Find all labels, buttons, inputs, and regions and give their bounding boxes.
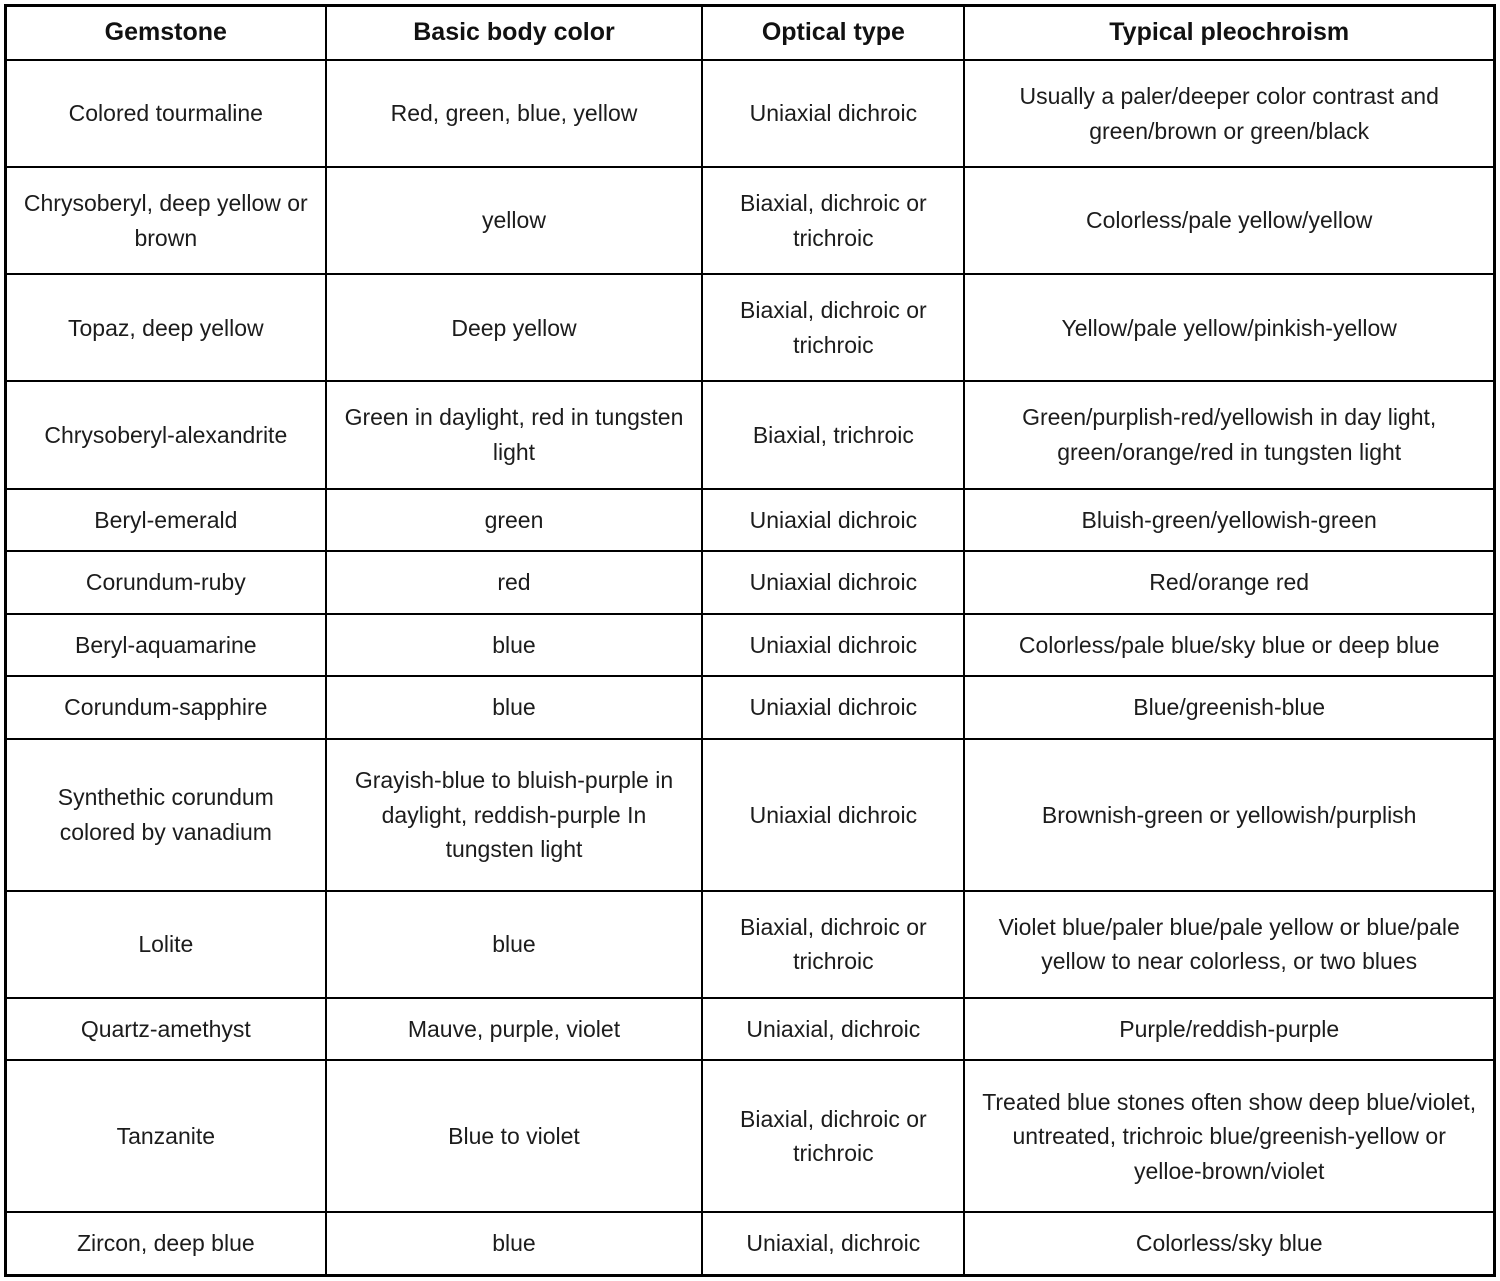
table-row xyxy=(6,381,1495,488)
table-cell: Blue to violet xyxy=(326,1060,703,1212)
table-cell: Uniaxial dichroic xyxy=(702,551,964,614)
table-row xyxy=(6,551,1495,614)
table-cell: Green/purplish-red/yellowish in day light, green/orange/red in tungsten light xyxy=(964,381,1494,488)
table-cell: blue xyxy=(326,676,703,739)
table-body xyxy=(6,60,1495,1276)
table-cell: Red/orange red xyxy=(964,551,1494,614)
table-cell: red xyxy=(326,551,703,614)
table-cell: Treated blue stones often show deep blue/violet, untreated, trichroic blue/greenish-yellow or yelloe-brown/violet xyxy=(964,1060,1494,1212)
table-row xyxy=(6,60,1495,167)
table-row xyxy=(6,1212,1495,1275)
table-row xyxy=(6,739,1495,891)
table-cell: Blue/greenish-blue xyxy=(964,676,1494,739)
table-cell: Biaxial, dichroic or trichroic xyxy=(702,1060,964,1212)
table-cell: Beryl-aquamarine xyxy=(6,614,326,677)
table-row xyxy=(6,614,1495,677)
table-cell: Usually a paler/deeper color contrast and green/brown or green/black xyxy=(964,60,1494,167)
table-row xyxy=(6,676,1495,739)
table-cell: yellow xyxy=(326,167,703,274)
table-cell: blue xyxy=(326,1212,703,1275)
table-cell: Uniaxial dichroic xyxy=(702,60,964,167)
table-cell: Chrysoberyl, deep yellow or brown xyxy=(6,167,326,274)
table-cell: Chrysoberyl-alexandrite xyxy=(6,381,326,488)
table-cell: Deep yellow xyxy=(326,274,703,381)
table-cell: Uniaxial, dichroic xyxy=(702,998,964,1061)
table-header xyxy=(6,6,1495,61)
table-cell: Colorless/pale blue/sky blue or deep blue xyxy=(964,614,1494,677)
table-cell: Uniaxial dichroic xyxy=(702,614,964,677)
table-cell: Uniaxial dichroic xyxy=(702,739,964,891)
table-cell: Quartz-amethyst xyxy=(6,998,326,1061)
table-cell: Topaz, deep yellow xyxy=(6,274,326,381)
table-cell: Bluish-green/yellowish-green xyxy=(964,489,1494,552)
table-cell: Colorless/sky blue xyxy=(964,1212,1494,1275)
table-cell: Corundum-sapphire xyxy=(6,676,326,739)
table-cell: Red, green, blue, yellow xyxy=(326,60,703,167)
table-cell: Tanzanite xyxy=(6,1060,326,1212)
table-cell: Biaxial, trichroic xyxy=(702,381,964,488)
table-row xyxy=(6,1060,1495,1212)
table-row xyxy=(6,167,1495,274)
table-cell: Biaxial, dichroic or trichroic xyxy=(702,891,964,998)
table-cell: Yellow/pale yellow/pinkish-yellow xyxy=(964,274,1494,381)
table-cell: Purple/reddish-purple xyxy=(964,998,1494,1061)
table-cell: Colorless/pale yellow/yellow xyxy=(964,167,1494,274)
table-cell: Synthethic corundum colored by vanadium xyxy=(6,739,326,891)
header-row xyxy=(6,6,1495,61)
table-cell: blue xyxy=(326,614,703,677)
table-cell: Biaxial, dichroic or trichroic xyxy=(702,167,964,274)
table-row xyxy=(6,489,1495,552)
table-row xyxy=(6,998,1495,1061)
table-cell: Colored tourmaline xyxy=(6,60,326,167)
table-cell: Green in daylight, red in tungsten light xyxy=(326,381,703,488)
table-cell: Brownish-green or yellowish/purplish xyxy=(964,739,1494,891)
table-cell: Biaxial, dichroic or trichroic xyxy=(702,274,964,381)
gemstone-pleochroism-table xyxy=(4,4,1496,1277)
table-cell: blue xyxy=(326,891,703,998)
table-cell: Grayish-blue to bluish-purple in daylight, reddish-purple In tungsten light xyxy=(326,739,703,891)
table-cell: Violet blue/paler blue/pale yellow or blue/pale yellow to near colorless, or two blues xyxy=(964,891,1494,998)
column-header-optical-type: Optical type xyxy=(702,6,964,61)
column-header-typical-pleochroism: Typical pleochroism xyxy=(964,6,1494,61)
column-header-gemstone: Gemstone xyxy=(6,6,326,61)
column-header-basic-body-color: Basic body color xyxy=(326,6,703,61)
table-cell: Uniaxial dichroic xyxy=(702,676,964,739)
table-cell: Zircon, deep blue xyxy=(6,1212,326,1275)
table-cell: Uniaxial dichroic xyxy=(702,489,964,552)
table-cell: Corundum-ruby xyxy=(6,551,326,614)
table-cell: Lolite xyxy=(6,891,326,998)
table-cell: Beryl-emerald xyxy=(6,489,326,552)
table-cell: green xyxy=(326,489,703,552)
table-cell: Mauve, purple, violet xyxy=(326,998,703,1061)
table-row xyxy=(6,274,1495,381)
table-cell: Uniaxial, dichroic xyxy=(702,1212,964,1275)
table-row xyxy=(6,891,1495,998)
